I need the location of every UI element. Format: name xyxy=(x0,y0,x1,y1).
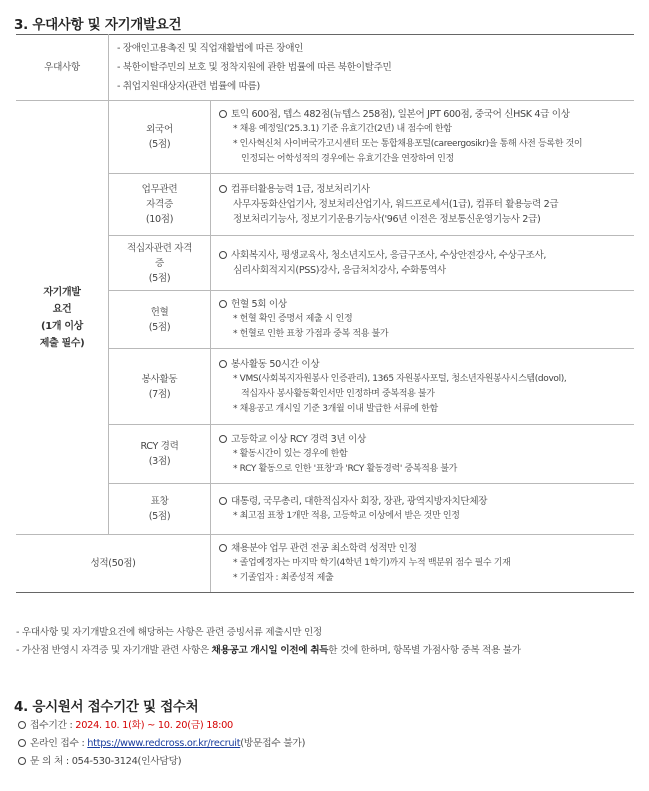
section-title-application: 4. 응시원서 접수기간 및 접수처 xyxy=(14,699,199,715)
content-text: * 헌혈 확인 증명서 제출 시 인정 xyxy=(233,314,353,324)
content-text: 사무자동화산업기사, 정보처리산업기사, 워드프로세서(1급), 컴퓨터 활용능력 2급 xyxy=(233,199,559,210)
content-line xyxy=(219,212,628,227)
content-text: 심리사회적지지(PSS)강사, 응급처치강사, 수화통역사 xyxy=(233,265,446,276)
selfdev-category xyxy=(109,101,211,174)
content-line xyxy=(219,312,628,327)
selfdev-content xyxy=(211,291,635,349)
selfdev-content xyxy=(211,425,635,484)
content-line xyxy=(219,152,628,167)
circle-bullet-icon xyxy=(219,497,227,505)
content-text: * 인사혁신처 사이버국가고시센터 또는 통합채용포털(careergosikr)을 통해 사전 등록한 것이 xyxy=(233,139,583,149)
online-label: 온라인 접수 : xyxy=(30,738,88,749)
selfdev-category xyxy=(109,349,211,425)
category-name: 헌혈 xyxy=(150,306,169,318)
content-line xyxy=(219,571,628,586)
note-line-1: - 우대사항 및 자기개발요건에 해당하는 사항은 관련 증빙서류 제출시만 인정 xyxy=(16,627,322,638)
content-text: * 채용공고 개시일 기준 3개월 이내 발급한 서류에 한함 xyxy=(233,403,438,414)
content-main-line xyxy=(219,297,628,312)
content-text: 대통령, 국무총리, 대한적십자사 회장, 장관, 광역지방자치단체장 xyxy=(231,496,488,507)
content-line xyxy=(219,509,628,524)
selfdev-content xyxy=(211,349,635,425)
note-line-2-pre: - 가산점 반영시 자격증 및 자기개발 관련 사항은 xyxy=(16,645,212,656)
content-text: 적십자사 봉사활동확인서만 인정하며 중복적용 불가 xyxy=(241,388,435,399)
category-points: (3점) xyxy=(148,456,171,467)
content-text: 채용분야 업무 관련 전공 최소학력 성적만 인정 xyxy=(231,543,417,554)
selfdev-category xyxy=(109,174,211,236)
content-text: * 활동시간이 있는 경우에 한함 xyxy=(233,448,348,459)
category-points: (7점) xyxy=(148,388,171,400)
selfdev-row-6 xyxy=(16,484,634,535)
note-line-2 xyxy=(16,642,521,660)
category-name: 적십자관련 자격 xyxy=(126,242,193,254)
circle-bullet-icon xyxy=(219,185,227,193)
preference-item: - 장애인고용촉진 및 직업재활법에 따른 장애인 xyxy=(117,43,304,54)
content-line xyxy=(219,447,628,462)
content-text: 고등학교 이상 RCY 경력 3년 이상 xyxy=(231,433,366,445)
selfdev-content xyxy=(211,101,635,174)
selfdev-label-line: 요건 xyxy=(52,303,72,315)
application-contact xyxy=(18,753,305,771)
circle-bullet-icon xyxy=(219,544,227,552)
circle-bullet-icon xyxy=(18,757,26,765)
selfdev-label-line: 제출 필수) xyxy=(39,337,85,349)
application-period xyxy=(18,717,305,735)
recruit-link[interactable]: https://www.redcross.or.kr/recruit xyxy=(87,738,241,749)
contact-label: 문 의 처 : xyxy=(30,756,72,767)
period-value: 2024. 10. 1(화) ~ 10. 20(금) 18:00 xyxy=(75,720,233,731)
application-online xyxy=(18,735,305,753)
content-text: * VMS(사회복지자원봉사 인증관리), 1365 자원봉사포털, 청소년자원봉사시스템(dovol), xyxy=(233,373,567,384)
content-main-line xyxy=(219,107,628,122)
selfdev-row-2 xyxy=(16,236,634,291)
content-text: * 채용 예정일('25.3.1) 기준 유효기간(2년) 내 점수에 한함 xyxy=(233,124,452,134)
category-name: 표창 xyxy=(150,496,169,507)
circle-bullet-icon xyxy=(18,721,26,729)
period-label: 접수기간 : xyxy=(30,720,76,731)
content-main-line xyxy=(219,182,628,197)
content-line xyxy=(219,327,628,342)
contact-value: 054-530-3124(인사담당) xyxy=(71,756,182,767)
category-points: (5점) xyxy=(148,511,171,522)
selfdev-content xyxy=(211,174,635,236)
category-points: (5점) xyxy=(148,321,171,333)
selfdev-label-line: 자기개발 xyxy=(43,286,81,298)
selfdev-content xyxy=(211,236,635,291)
grade-label: 성적(50점) xyxy=(16,535,211,593)
content-text: 헌혈 5회 이상 xyxy=(231,299,287,310)
content-line xyxy=(219,402,628,417)
preference-content xyxy=(109,35,635,101)
content-text: 컴퓨터활용능력 1급, 정보처리기사 xyxy=(231,184,370,195)
selfdev-row-3 xyxy=(16,291,634,349)
selfdev-label-line: (1개 이상 xyxy=(41,320,83,332)
preference-label: 우대사항 xyxy=(16,35,109,101)
category-points: (10점) xyxy=(145,214,174,225)
content-line xyxy=(219,137,628,152)
circle-bullet-icon xyxy=(219,300,227,308)
circle-bullet-icon xyxy=(219,435,227,443)
selfdev-category xyxy=(109,236,211,291)
category-name: 업무관련 xyxy=(141,184,178,195)
preference-item: - 취업지원대상자(관련 법률에 따름) xyxy=(117,81,260,92)
content-line xyxy=(219,372,628,387)
content-main-line xyxy=(219,248,628,263)
category-points: (5점) xyxy=(148,272,171,284)
application-info xyxy=(18,717,305,771)
content-line xyxy=(219,556,628,571)
content-main-line xyxy=(219,357,628,372)
category-name: 자격증 xyxy=(146,199,173,210)
category-name: 봉사활동 xyxy=(141,373,178,385)
selfdev-row-0 xyxy=(16,101,634,174)
content-main-line xyxy=(219,494,628,509)
notes xyxy=(16,624,521,660)
category-name: RCY 경력 xyxy=(140,441,179,452)
content-line xyxy=(219,122,628,137)
note-line-2-post: 한 것에 한하며, 항목별 가점사항 중복 적용 불가 xyxy=(328,645,521,656)
content-line xyxy=(219,197,628,212)
content-line xyxy=(219,263,628,278)
content-text: * 헌혈로 인한 표창 가점과 중복 적용 불가 xyxy=(233,329,389,339)
selfdev-label xyxy=(16,101,109,535)
content-text: 토익 600점, 텝스 482점(뉴텝스 258점), 일본어 JPT 600점, 중국어 신HSK 4급 이상 xyxy=(231,109,570,120)
content-line xyxy=(219,387,628,402)
content-main-line xyxy=(219,541,628,556)
circle-bullet-icon xyxy=(219,360,227,368)
content-text: * RCY 활동으로 인한 '표창'과 'RCY 활동경력' 중복적용 불가 xyxy=(233,463,458,474)
content-text: 정보처리기능사, 정보기기운용기능사('96년 이전은 정보통신운영기능사 2급) xyxy=(233,214,541,225)
content-text: 사회복지사, 평생교육사, 청소년지도사, 응급구조사, 수상안전강사, 수상구조사, xyxy=(231,250,547,261)
content-text: 봉사활동 50시간 이상 xyxy=(231,358,320,370)
section-title-preferences: 3. 우대사항 및 자기개발요건 xyxy=(14,17,182,33)
content-main-line xyxy=(219,432,628,447)
circle-bullet-icon xyxy=(18,739,26,747)
selfdev-category xyxy=(109,425,211,484)
preference-item: - 북한이탈주민의 보호 및 정착지원에 관한 법률에 따른 북한이탈주민 xyxy=(117,62,392,73)
requirements-table xyxy=(16,34,634,593)
selfdev-content xyxy=(211,484,635,535)
preference-row xyxy=(16,35,634,101)
selfdev-row-1 xyxy=(16,174,634,236)
category-name: 외국어 xyxy=(146,124,173,135)
content-text: * 졸업예정자는 마지막 학기(4학년 1학기)까지 누적 백분위 점수 필수 기재 xyxy=(233,558,511,568)
content-text: * 최고점 표창 1개만 적용, 고등학교 이상에서 받은 것만 인정 xyxy=(233,511,460,521)
content-line xyxy=(219,462,628,477)
circle-bullet-icon xyxy=(219,251,227,259)
online-suffix: (방문접수 불가) xyxy=(240,738,306,749)
content-text: 인정되는 어학성적의 경우에는 유효기간을 연장하여 인정 xyxy=(241,154,454,164)
category-points: (5점) xyxy=(148,139,171,150)
selfdev-row-4 xyxy=(16,349,634,425)
note-line-2-bold: 채용공고 개시일 이전에 취득 xyxy=(211,645,329,656)
category-name: 증 xyxy=(155,257,164,269)
selfdev-category xyxy=(109,484,211,535)
selfdev-category xyxy=(109,291,211,349)
selfdev-row-5 xyxy=(16,425,634,484)
circle-bullet-icon xyxy=(219,110,227,118)
grade-row xyxy=(16,535,634,593)
content-text: * 기졸업자 : 최종성적 제출 xyxy=(233,573,334,583)
grade-content xyxy=(211,535,635,593)
